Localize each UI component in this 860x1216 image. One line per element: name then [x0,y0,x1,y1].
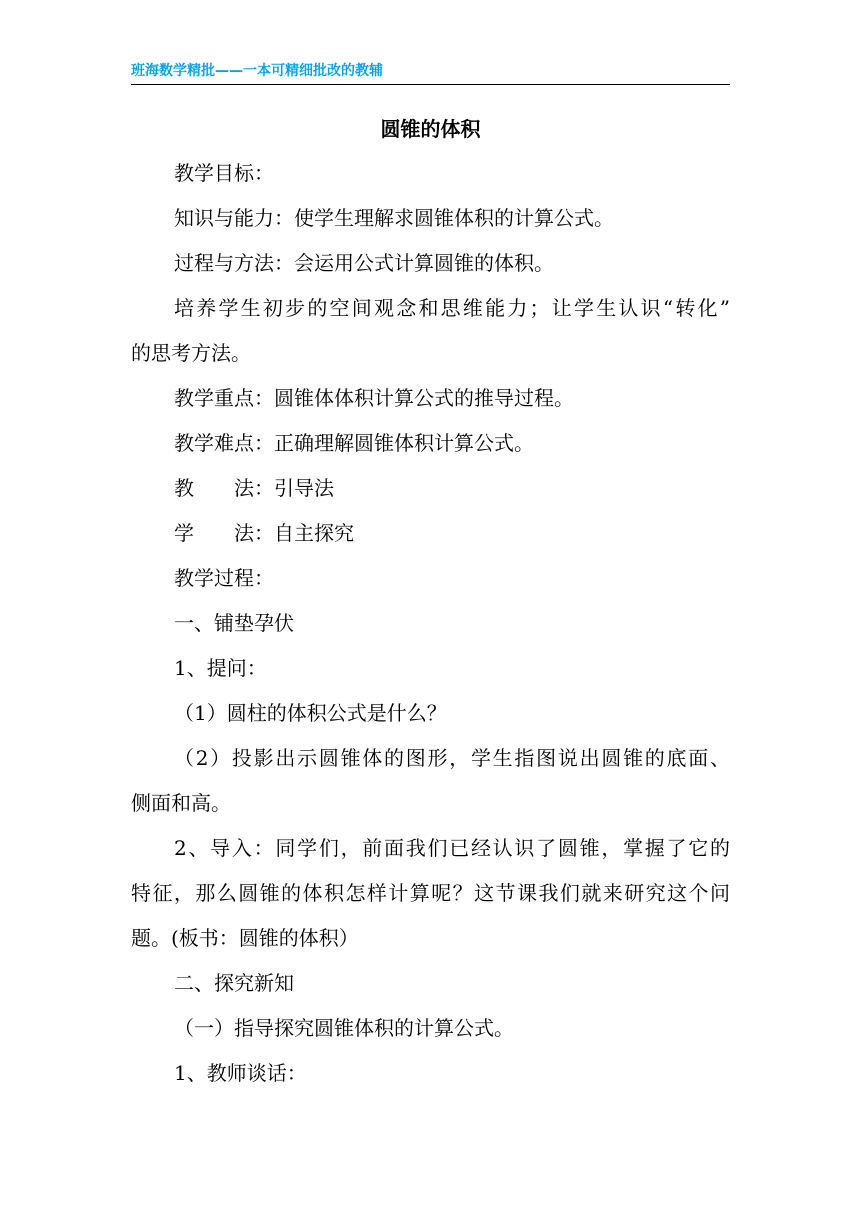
teaching-method-value: 法：引导法 [234,476,334,500]
page-title: 圆锥的体积 [380,117,481,141]
learning-method-value: 法：自主探究 [234,521,354,545]
paragraph-question: 1、提问： [174,656,267,680]
learning-method-char: 学 [174,521,194,545]
paragraph-teaching-process: 教学过程： [174,566,274,590]
paragraph-question-2-line1: （2）投影出示圆锥体的图形，学生指图说出圆锥的底面、 [174,746,730,770]
paragraph-key-point: 教学重点：圆锥体体积计算公式的推导过程。 [174,386,574,410]
paragraph-intro-line1: 2、导入：同学们，前面我们已经认识了圆锥，掌握了它的 [174,836,730,860]
paragraph-intro-line3: 题。(板书：圆锥的体积） [131,926,359,950]
paragraph-teaching-method [174,475,334,501]
paragraph-subsection-1: （一）指导探究圆锥体积的计算公式。 [174,1016,514,1040]
header-text: 班海数学精批——一本可精细批改的教辅 [131,63,383,79]
paragraph-intro-line2: 特征，那么圆锥的体积怎样计算呢？这节课我们就来研究这个问 [131,881,730,905]
paragraph-difficult-point: 教学难点：正确理解圆锥体积计算公式。 [174,431,534,455]
paragraph-question-2-line2: 侧面和高。 [131,791,231,815]
paragraph-teacher-talk: 1、教师谈话： [174,1061,307,1085]
section-heading-2: 二、探究新知 [174,971,294,995]
paragraph-cultivate-line1: 培养学生初步的空间观念和思维能力；让学生认识“转化” [174,296,730,320]
page-header [131,62,730,85]
paragraph-learning-method [174,520,354,546]
paragraph-cultivate-line2: 的思考方法。 [131,341,251,365]
section-heading-1: 一、铺垫孕伏 [174,611,294,635]
paragraph-process-method: 过程与方法：会运用公式计算圆锥的体积。 [174,251,554,275]
paragraph-question-1: （1）圆柱的体积公式是什么？ [174,701,447,725]
teaching-method-char: 教 [174,476,194,500]
paragraph-knowledge-ability: 知识与能力：使学生理解求圆锥体积的计算公式。 [174,206,614,230]
paragraph-objectives: 教学目标： [174,161,274,185]
